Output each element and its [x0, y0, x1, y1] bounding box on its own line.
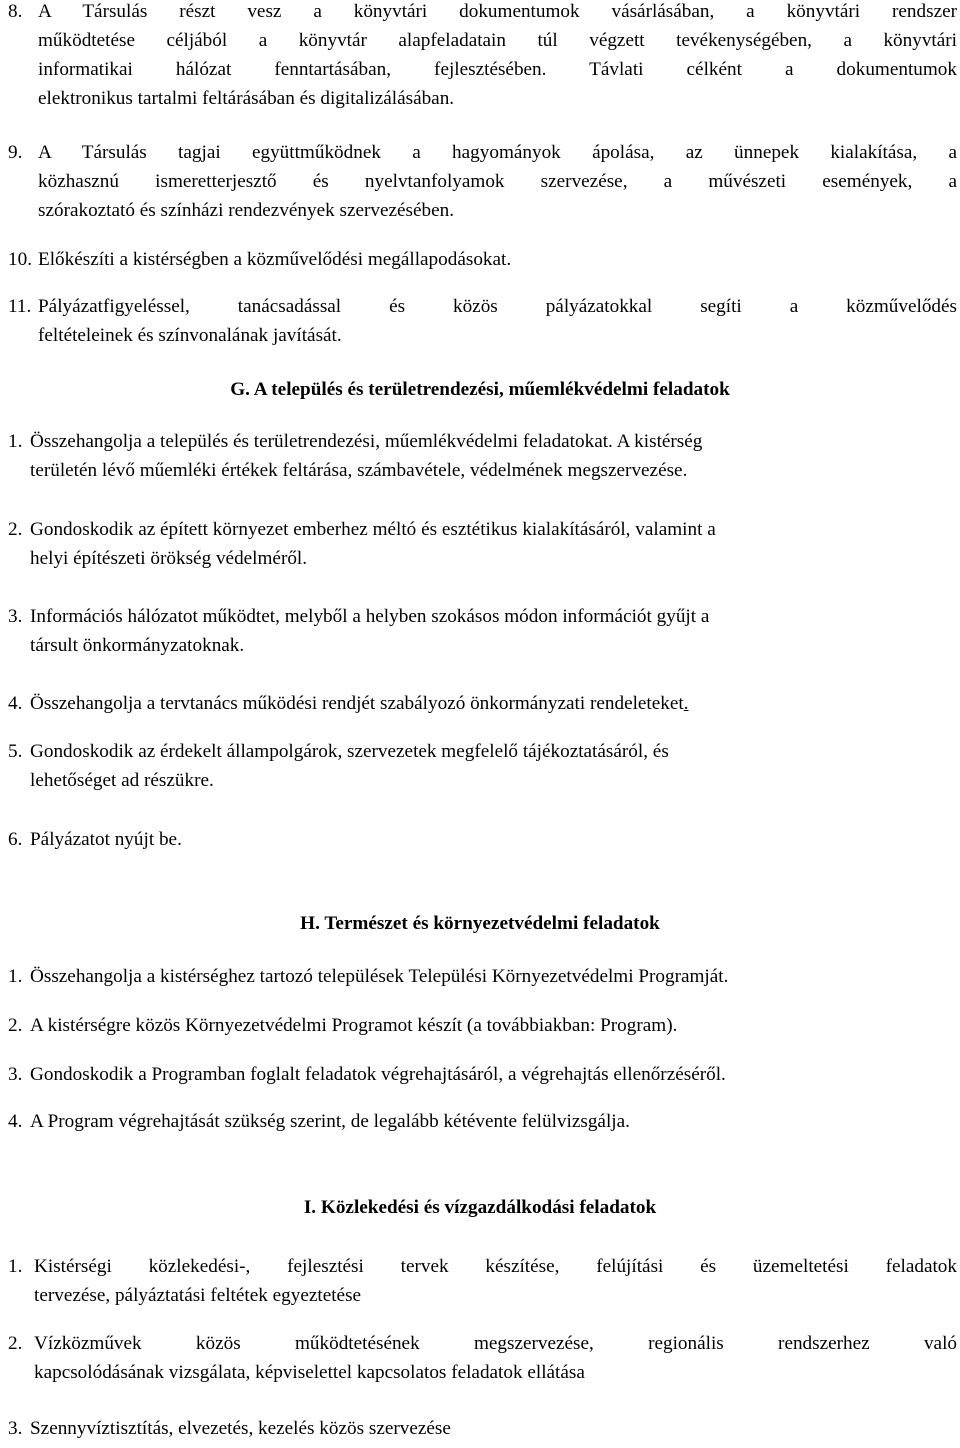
g-item-6 — [0, 825, 957, 854]
item-line: Gondoskodik az épített környezet emberhez méltó és esztétikus kialakításáról, valamint a — [30, 519, 716, 540]
item-number: 2. — [8, 1015, 23, 1036]
item-line: Összehangolja a kistérséghez tartozó települések Települési Környezetvédelmi Programját. — [30, 966, 729, 987]
item-line: Szennyvíztisztítás, elvezetés, kezelés közös szervezése — [30, 1418, 451, 1439]
item-line: A Társulás részt vesz a könyvtári dokumentumok vásárlásában, a könyvtári rendszer — [38, 1, 957, 22]
g-item-2 — [0, 515, 957, 573]
section-heading-g: G. A település és területrendezési, műemlékvédelmi feladatok — [230, 379, 730, 400]
item-number: 2. — [8, 1333, 23, 1354]
item-line: társult önkormányzatoknak. — [30, 635, 245, 656]
g-item-3 — [0, 602, 957, 660]
h-item-2 — [0, 1011, 957, 1040]
item-line: Vízközművek közös működtetésének megszervezése, regionális rendszerhez való — [34, 1333, 957, 1354]
item-number: 8. — [8, 1, 23, 22]
i-item-1 — [0, 1252, 957, 1310]
item-line: tervezése, pályáztatási feltétek egyeztetése — [34, 1285, 362, 1306]
h-item-3 — [0, 1060, 957, 1089]
item-number: 4. — [8, 693, 23, 714]
item-line: Gondoskodik a Programban foglalt feladatok végrehajtásáról, a végrehajtás ellenőrzéséről. — [30, 1064, 726, 1085]
item-line: Pályázatfigyeléssel, tanácsadással és közös pályázatokkal segíti a közművelődés — [38, 296, 957, 317]
item-line: lehetőséget ad részükre. — [30, 770, 214, 791]
h-item-1 — [0, 962, 957, 991]
section-heading-i: I. Közlekedési és vízgazdálkodási feladatok — [303, 1197, 657, 1218]
item-line — [30, 689, 957, 718]
item-line: Kistérségi közlekedési-, fejlesztési tervek készítése, felújítási és üzemeltetési feladatok — [34, 1256, 957, 1277]
item-line: Gondoskodik az érdekelt állampolgárok, szervezetek megfelelő tájékoztatásáról, és — [30, 741, 669, 762]
item-number: 5. — [8, 741, 23, 762]
item-line: A kistérségre közös Környezetvédelmi Programot készít (a továbbiakban: Program). — [30, 1015, 678, 1036]
item-8 — [0, 0, 957, 113]
item-line: A Társulás tagjai együttműködnek a hagyományok ápolása, az ünnepek kialakítása, a — [38, 142, 957, 163]
item-text: Összehangolja a tervtanács működési rendjét szabályozó önkormányzati rendeleteket — [30, 693, 684, 714]
item-line: működtetése céljából a könyvtár alapfeladatain túl végzett tevékenységében, a könyvtári — [38, 30, 957, 51]
i-item-3 — [0, 1414, 957, 1443]
item-line: szórakoztató és színházi rendezvények szervezésében. — [38, 200, 455, 221]
section-heading-h: H. Természet és környezetvédelmi feladatok — [300, 913, 660, 934]
item-number: 6. — [8, 829, 23, 850]
item-11 — [0, 292, 957, 350]
item-number: 4. — [8, 1111, 23, 1132]
item-number: 2. — [8, 519, 23, 540]
item-line: Információs hálózatot működtet, melyből a helyben szokásos módon információt gyűjt a — [30, 606, 710, 627]
item-line: elektronikus tartalmi feltárásában és digitalizálásában. — [38, 88, 455, 109]
item-number: 10. — [8, 249, 32, 270]
item-line: területén lévő műemléki értékek feltárása, számbavétele, védelmének megszervezése. — [30, 460, 688, 481]
underlined-period: . — [683, 693, 689, 714]
item-line: A Program végrehajtását szükség szerint, de legalább kétévente felülvizsgálja. — [30, 1111, 630, 1132]
item-number: 1. — [8, 966, 23, 987]
item-line: Előkészíti a kistérségben a közművelődési megállapodásokat. — [38, 249, 512, 270]
item-number: 11. — [8, 296, 32, 317]
item-number: 1. — [8, 431, 23, 452]
g-item-5 — [0, 737, 957, 795]
item-number: 1. — [8, 1256, 23, 1277]
item-number: 3. — [8, 1418, 23, 1439]
item-line: Összehangolja a település és területrendezési, műemlékvédelmi feladatokat. A kistérség — [30, 431, 703, 452]
item-number: 3. — [8, 1064, 23, 1085]
item-line: informatikai hálózat fenntartásában, fejlesztésében. Távlati célként a dokumentumok — [38, 59, 957, 80]
item-line: helyi építészeti örökség védelméről. — [30, 548, 308, 569]
item-number: 3. — [8, 606, 23, 627]
item-9 — [0, 138, 957, 225]
h-item-4 — [0, 1107, 957, 1136]
item-line: feltételeinek és színvonalának javítását. — [38, 325, 342, 346]
item-10 — [0, 245, 957, 274]
g-item-1 — [0, 427, 957, 485]
item-line: Pályázatot nyújt be. — [30, 829, 182, 850]
item-number: 9. — [8, 142, 23, 163]
g-item-4 — [0, 689, 957, 718]
item-line: kapcsolódásának vizsgálata, képviselettel kapcsolatos feladatok ellátása — [34, 1362, 585, 1383]
item-line: közhasznú ismeretterjesztő és nyelvtanfolyamok szervezése, a művészeti események, a — [38, 171, 957, 192]
i-item-2 — [0, 1329, 957, 1387]
